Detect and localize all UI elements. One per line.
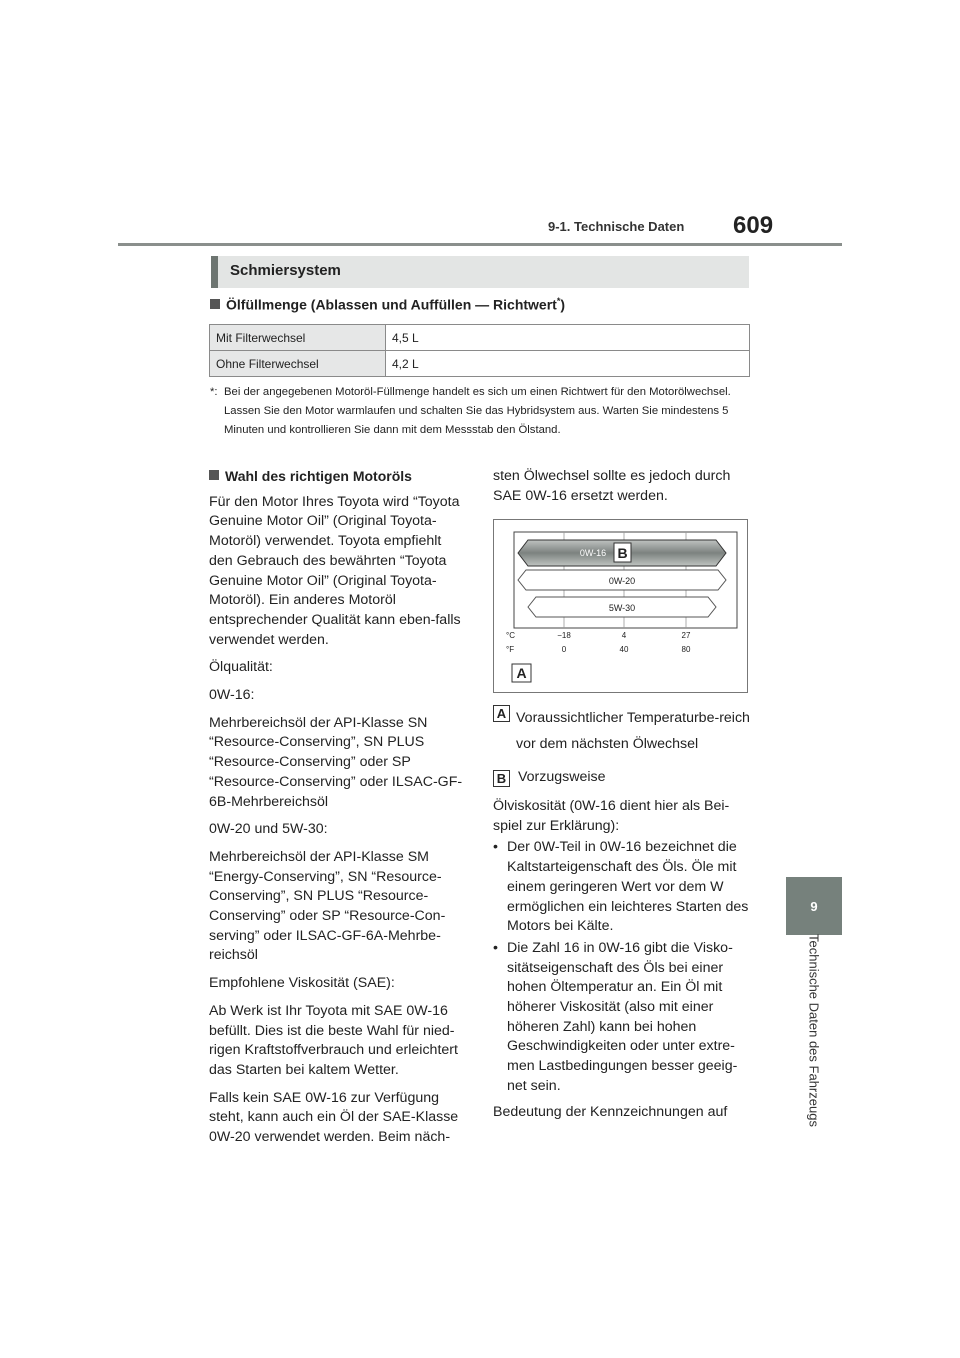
paragraph: 0W-16:: [209, 687, 255, 704]
fahrenheit-tick: 0: [561, 645, 567, 654]
paragraph: Ölqualität:: [209, 659, 273, 676]
oil-selection-heading: Wahl des richtigen Motoröls: [209, 467, 467, 487]
square-bullet-icon: [210, 299, 220, 309]
square-bullet-icon: [209, 470, 219, 480]
section-header: 9-1. Technische Daten: [548, 219, 685, 234]
legend-letter-b: B: [493, 770, 510, 787]
celsius-tick: 4: [621, 631, 627, 640]
table-cell-label: Ohne Filterwechsel: [210, 351, 386, 377]
fahrenheit-tick: 80: [681, 645, 691, 654]
legend-a-text: Voraussichtlicher Temperaturbe-reich vor dem nächsten Ölwechsel: [516, 710, 750, 752]
section-banner: [211, 256, 749, 288]
table-row: [210, 351, 750, 377]
marker-a: A: [516, 665, 527, 681]
footnote-marker: *:: [210, 386, 218, 398]
legend-b: [493, 767, 755, 787]
continuation-text: sten Ölwechsel sollte es jedoch durch SAE 0W-16 ersetzt werden.: [493, 468, 731, 504]
celsius-tick: 27: [681, 631, 691, 640]
paragraph: Falls kein SAE 0W-16 zur Verfügung steht, kann auch ein Öl der SAE-Klasse 0W-20 verwendet werden. Beim näch-: [209, 1089, 459, 1146]
chapter-tab[interactable]: [786, 877, 842, 935]
footnote-text: Bei der angegebenen Motoröl-Füllmenge handelt es sich um einen Richtwert für den Motorölwechsel. Lassen Sie den Motor warmlaufen und schalten Sie das Hybridsystem aus. Warten Sie mindestens 5 Minuten und kontrollieren Sie dann mit dem Messstab den Ölstand.: [224, 386, 731, 436]
fahrenheit-tick: 40: [619, 645, 629, 654]
table-cell-label: Mit Filterwechsel: [210, 325, 386, 351]
closing-text: Bedeutung der Kennzeichnungen auf: [493, 1103, 728, 1120]
paragraph: Empfohlene Viskosität (SAE):: [209, 975, 395, 992]
list-item: • Der 0W-Teil in 0W-16 bezeichnet die Kaltstarteigenschaft des Öls. Öle mit einem geringeren Wert vor dem W ermöglichen ein leichteres Starten des Motors bei Kälte.: [493, 838, 755, 937]
celsius-unit: °C: [506, 631, 515, 640]
celsius-tick: −18: [557, 631, 571, 640]
viscosity-chart: [493, 519, 748, 693]
oil-capacity-heading: Ölfüllmenge (Ablassen und Auffüllen — Richtwert*): [210, 296, 565, 313]
right-column-text: [493, 705, 755, 1122]
page-number: 609: [733, 212, 774, 239]
chapter-tab-label-box: [786, 935, 842, 1125]
section-title: Schmiersystem: [230, 262, 341, 279]
paragraph: Für den Motor Ihres Toyota wird “Toyota Genuine Motor Oil” (Original Toyota-Motoröl) verwendet. Toyota empfiehlt den Gebrauch des bewährten “Toyota Genuine Motor Oil” (Original Toyota-Motoröl). Ein anderes Motoröl entsprechender Qualität kann eben-falls verwendet werden.: [209, 493, 461, 648]
viscosity-chart-svg: [494, 520, 747, 692]
table-cell-value: 4,2 L: [386, 351, 750, 377]
header-divider: [118, 243, 842, 246]
oil-capacity-table: [209, 324, 750, 377]
paragraph: 0W-20 und 5W-30:: [209, 821, 328, 838]
table-cell-value: 4,5 L: [386, 325, 750, 351]
left-column: [209, 467, 467, 1156]
footnote: [210, 383, 745, 440]
bar-label-0w16: 0W-16: [579, 548, 607, 558]
marker-b: B: [617, 545, 628, 561]
legend-b-text: Vorzugsweise: [517, 769, 606, 785]
chapter-number: 9: [810, 898, 818, 914]
list-item: • Die Zahl 16 in 0W-16 gibt die Visko-sitätseigenschaft des Öls bei einer hohen Öltemperatur an. Ein Öl mit höherer Viskosität (also mit einer höheren Zahl) kann bei hohen Geschwindigkeiten oder unter extre-men Lastbedingungen besser geeig-net sein.: [493, 939, 755, 1097]
chapter-tab-label: Technische Daten des Fahrzeugs: [806, 933, 822, 1127]
table-row: [210, 325, 750, 351]
bar-label-0w20: 0W-20: [608, 576, 636, 586]
bar-label-5w30: 5W-30: [608, 603, 636, 613]
legend-a: [493, 705, 755, 757]
fahrenheit-unit: °F: [506, 645, 515, 654]
paragraph: Mehrbereichsöl der API-Klasse SM “Energy-Conserving”, SN “Resource-Conserving”, SN PLUS “Resource-Conserving” oder SP “Resource-Con-serving” oder ILSAC-GF-6A-Mehrbe-reichsöl: [209, 848, 446, 964]
legend-letter-a: A: [493, 705, 510, 722]
paragraph: Ab Werk ist Ihr Toyota mit SAE 0W-16 befüllt. Dies ist die beste Wahl für nied-rigen Kraftstoffverbrauch und erleichtert das Starten bei kaltem Wetter.: [209, 1002, 458, 1078]
explanation-intro: Ölviskosität (0W-16 dient hier als Bei-spiel zur Erklärung):: [493, 798, 730, 834]
paragraph: Mehrbereichsöl der API-Klasse SN “Resource-Conserving”, SN PLUS “Resource-Conserving” oder SP “Resource-Conserving” oder ILSAC-GF-6B-Mehrbereichsöl: [209, 714, 463, 810]
